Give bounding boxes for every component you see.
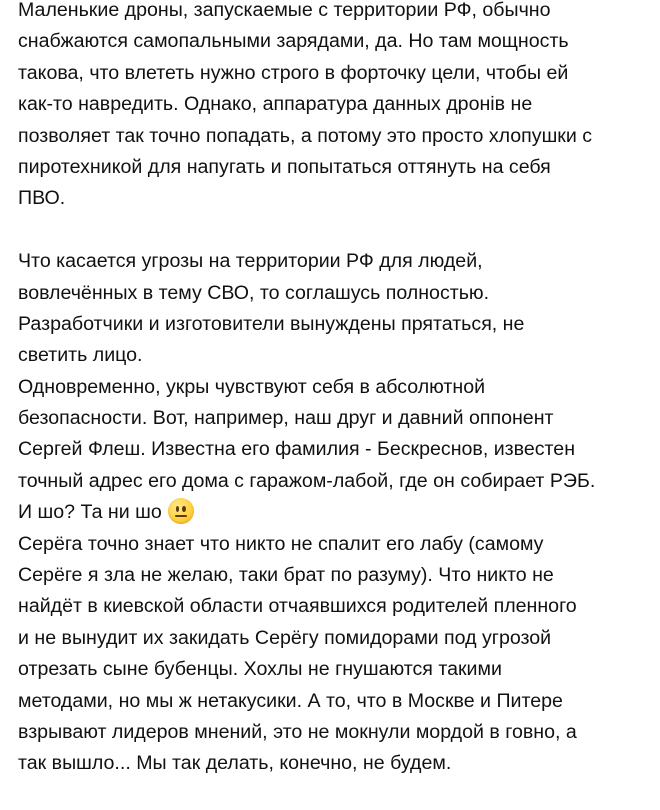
message-line: Серёга точно знает что никто не спалит его лабу (самому — [18, 532, 544, 555]
message-line: Серёге я зла не желаю, таки брат по разуму). Что никто не — [18, 564, 554, 587]
message-line: светить лицо. — [18, 344, 143, 367]
message-line: и не вынудит их закидать Серёгу помидорами под угрозой — [18, 626, 552, 649]
message-line-text: И шо? Та ни шо — [18, 501, 162, 524]
message-line: Маленькие дроны, запускаемые с территории РФ, обычно — [18, 0, 551, 21]
message-line: как-то навредить. Однако, аппаратура данных дронів не — [18, 93, 533, 116]
paragraph-break — [18, 215, 656, 246]
message-line: взрывают лидеров мнений, это не мокнули мордой в говно, а — [18, 720, 577, 743]
message-line: Одновременно, укры чувствуют себя в абсолютной — [18, 375, 486, 398]
message-line: пиротехникой для напугать и попытаться оттянуть на себя — [18, 155, 551, 178]
message-text — [18, 0, 656, 780]
message-line: Разработчики и изготовители вынуждены прятаться, не — [18, 312, 525, 335]
message-line: точный адрес его дома с гаражом-лабой, где он собирает РЭБ. — [18, 469, 596, 492]
message-line: Что касается угрозы на территории РФ для людей, — [18, 250, 483, 273]
message-line-with-emoji — [18, 497, 656, 528]
message-line: Сергей Флеш. Известна его фамилия - Бескреснов, известен — [18, 438, 576, 461]
message-line: снабжаются самопальными зарядами, да. Но там мощность — [18, 30, 569, 53]
message-line: так вышло... Мы так делать, конечно, не будем. — [18, 752, 452, 775]
message-line: методами, но мы ж нетакусики. А то, что в Москве и Питере — [18, 689, 563, 712]
message-line: вовлечённых в тему СВО, то соглашусь полностью. — [18, 281, 490, 304]
message-line: отрезать сыне бубенцы. Хохлы не гнушаются такими — [18, 658, 502, 681]
message-line: ПВО. — [18, 187, 66, 210]
message-line: позволяет так точно попадать, а потому это просто хлопушки с — [18, 124, 593, 147]
message-line: такова, что влететь нужно строго в форточку цели, чтобы ей — [18, 61, 569, 84]
neutral-face-icon — [168, 498, 194, 524]
message-line: найдёт в киевской области отчаявшихся родителей пленного — [18, 595, 577, 618]
message-line: безопасности. Вот, например, наш друг и давний оппонент — [18, 407, 554, 430]
